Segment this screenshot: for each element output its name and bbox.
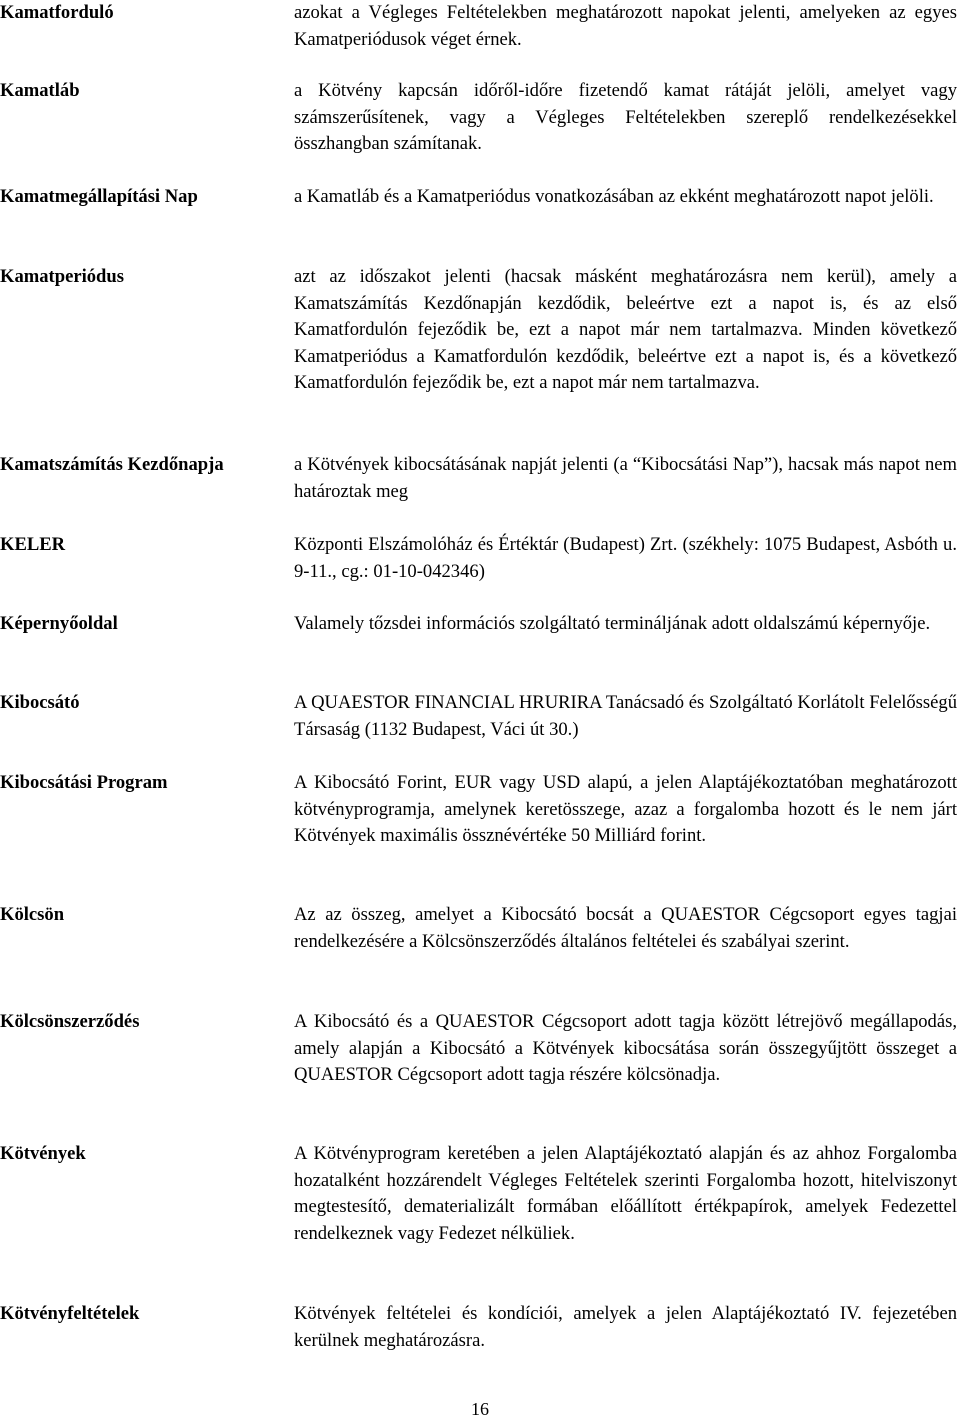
glossary-definition: Valamely tőzsdei információs szolgáltató termináljának adott oldalszámú képernyője. <box>294 613 931 634</box>
glossary-term: Kamatmegállapítási Nap <box>0 186 198 207</box>
glossary-term: Kötvények <box>0 1143 86 1164</box>
glossary-term: Kibocsátási Program <box>0 772 168 793</box>
glossary-definition: a Kötvény kapcsán időről-időre fizetendő kamat rátáját jelöli, amelyet vagy számszerűsítenek, vagy a Végleges Feltételekben szereplő rendelkezésekkel összhangban számítanak. <box>294 80 957 154</box>
glossary-definition: azokat a Végleges Feltételekben meghatározott napokat jelenti, amelyeken az egyes Kamatperiódusok véget érnek. <box>294 2 957 50</box>
glossary-definition: A QUAESTOR FINANCIAL HRURIRA Tanácsadó és Szolgáltató Korlátolt Felelősségű Társaság (1132 Budapest, Váci út 30.) <box>294 692 957 740</box>
glossary-definition: A Kötvényprogram keretében a jelen Alaptájékoztató alapján és az ahhoz Forgalomba hozatalként hozzárendelt Végleges Feltételek szerinti Forgalomba hozott, hitelviszonyt megtestesítő, dematerializált formában előállított értékpapírok, amelyek Fedezettel rendelkeznek vagy Fedezet nélküliek. <box>294 1143 957 1244</box>
glossary-definition: azt az időszakot jelenti (hacsak másként meghatározásra nem kerül), amely a Kamatszámítás Kezdőnapján kezdődik, beleértve ezt a napot is, és az első Kamatfordulón fejeződik be, ezt a napot már nem tartalmazva. Minden következő Kamatperiódus a Kamatfordulón kezdődik, beleértve ezt a napot is, és a következő Kamatfordulón fejeződik be, ezt a napot már nem tartalmazva. <box>294 266 957 393</box>
glossary-term: KELER <box>0 534 66 555</box>
glossary-definition: a Kamatláb és a Kamatperiódus vonatkozásában az ekként meghatározott napot jelöli. <box>294 186 934 207</box>
glossary-term: Kölcsönszerződés <box>0 1011 140 1032</box>
glossary-definition: Kötvények feltételei és kondíciói, amelyek a jelen Alaptájékoztató IV. fejezetében kerülnek meghatározásra. <box>294 1303 957 1351</box>
glossary-definition: a Kötvények kibocsátásának napját jelenti (a “Kibocsátási Nap”), hacsak más napot nem határoztak meg <box>294 454 957 502</box>
glossary-term: Kamatforduló <box>0 2 114 23</box>
glossary-definition: Központi Elszámolóház és Értéktár (Budapest) Zrt. (székhely: 1075 Budapest, Asbóth u. 9-11., cg.: 01-10-042346) <box>294 534 957 582</box>
glossary-term: Kibocsátó <box>0 692 80 713</box>
glossary-definition: A Kibocsátó és a QUAESTOR Cégcsoport adott tagja között létrejövő megállapodás, amely alapján a Kibocsátó a Kötvények kibocsátása során összegyűjtött összeget a QUAESTOR Cégcsoport adott tagja részére kölcsönadja. <box>294 1011 957 1085</box>
glossary-definition: A Kibocsátó Forint, EUR vagy USD alapú, a jelen Alaptájékoztatóban meghatározott kötvényprogramja, amelynek keretösszege, azaz a forgalomba hozott és le nem járt Kötvények maximális össznévértéke 50 Milliárd forint. <box>294 772 957 846</box>
glossary-definition: Az az összeg, amelyet a Kibocsátó bocsát a QUAESTOR Cégcsoport egyes tagjai rendelkezésére a Kölcsönszerződés általános feltételei és szabályai szerint. <box>294 904 957 952</box>
glossary-term: Kölcsön <box>0 904 65 925</box>
glossary-term: Kamatláb <box>0 80 80 101</box>
glossary-term: Képernyőoldal <box>0 613 118 634</box>
glossary-term: Kamatszámítás Kezdőnapja <box>0 454 224 475</box>
page-number: 16 <box>471 1399 489 1419</box>
glossary-term: Kamatperiódus <box>0 266 124 287</box>
glossary-term: Kötvényfeltételek <box>0 1303 140 1324</box>
